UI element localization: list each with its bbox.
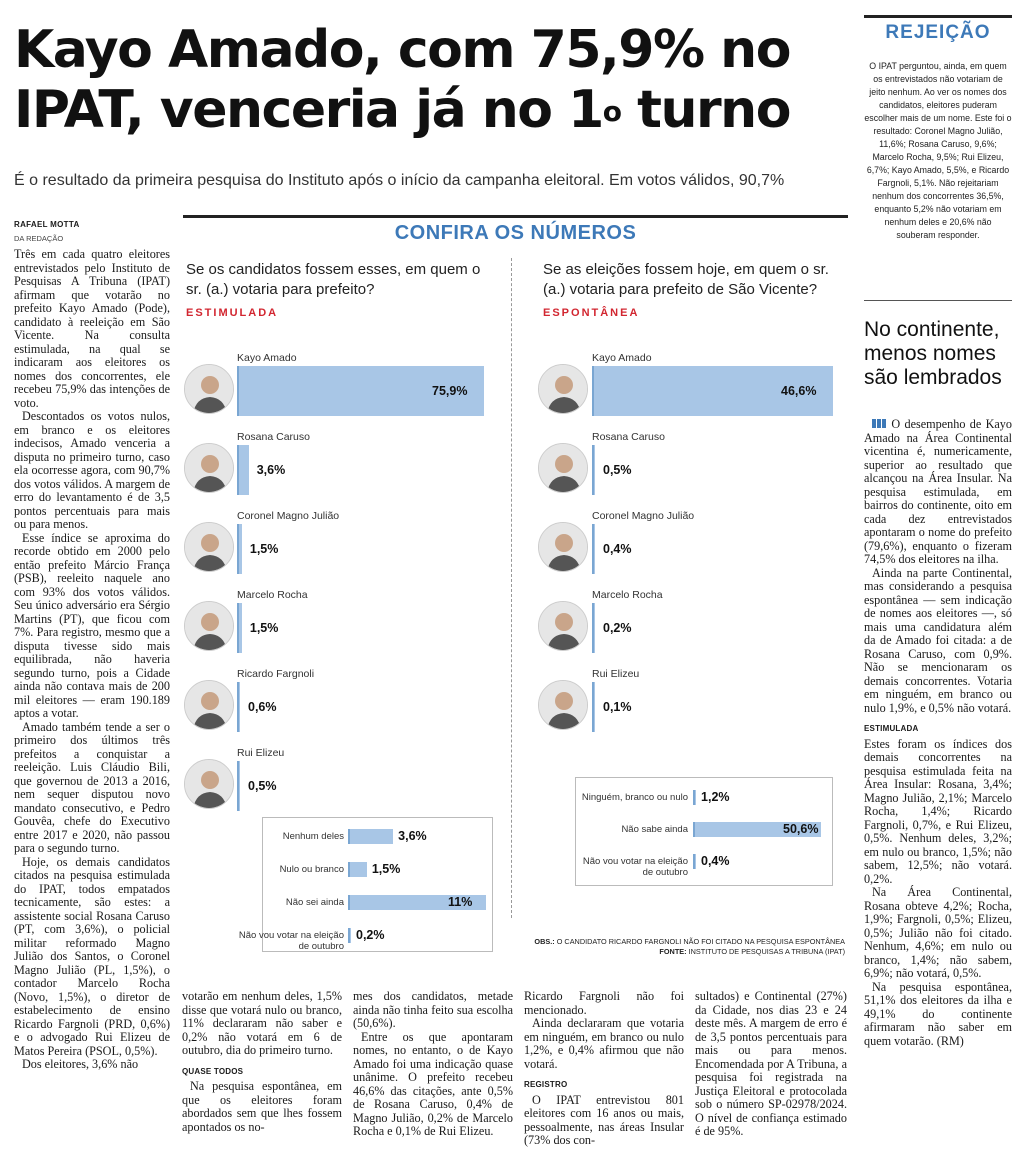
rejection-text: O IPAT perguntou, ainda, em quem os entrevistados não votariam de jeito nenhum. Ao ver os nomes dos candidatos, eleitores puderam escolher mais de um nome. Este foi o resultado: Coronel Magno Julião, 11,6%; Rosana Caruso, 9,6%; Marcelo Rocha, 9,5%; Rui Elizeu, 6,7%; Kayo Amado, 5,5%, e Ricardo Fargnoli, 5,1%. Não rejeitariam nenhum dos concorrentes 36,5%, enquanto 5,2% não votariam em nenhum deles e 20,6% não souberam responder. [864,61,1012,240]
bar [592,682,595,732]
candidate-name: Kayo Amado [592,352,652,364]
bar-value-label: 0,2% [356,928,385,942]
sidebar-column [864,418,1012,1168]
candidate-name: Rosana Caruso [592,431,665,443]
option-label: Não vou votar na eleição de outubro [582,856,688,878]
candidate-photo-icon [538,522,588,572]
spontaneous-label: ESPONTÂNEA [543,307,640,319]
candidate-name: Rui Elizeu [237,747,285,759]
paragraph: Estes foram os índices dos demais concorrentes na pesquisa estimulada feita na Área Insular: Rosana, 3,4%; Magno Julião, 2,1%; Marcelo Rocha, 1,4%; Ricardo Fargnoli, 0,7%, e Rui Elizeu, 0,5%. Nenhum deles, 3,2%; em nulo ou branco, 1,5%; não sabem, 12,5%; não votará. 0,2%. [864,736,1012,886]
rejection-rule [864,15,1012,18]
sidebar-rule [864,300,1012,301]
option-label: Não vou votar na eleição de outubro [238,930,344,952]
bar-value-label: 0,5% [603,463,632,477]
paragraph: Dos eleitores, 3,6% não [22,1057,139,1071]
bar [693,854,696,869]
candidate-name: Rui Elizeu [592,668,640,680]
bar-value-label: 3,6% [256,463,286,477]
paragraph: Entre os que apontaram nomes, no entanto, o de Kayo Amado foi uma indicação quase unânime. O prefeito recebeu 46,6% das citações, ante 0,5% de Rosana Caruso, 0,4% de Magno Julião, 0,2% de Marcelo Rocha e 0,1% de Rui Elizeu. [353,1029,513,1138]
article-column-b [182,990,342,1165]
chart-divider [511,258,512,918]
paragraph: Na pesquisa espontânea, 51,1% dos eleitores da ilha e 49,1% do continente afirmaram não saber em quem votarão. (RM) [864,979,1012,1048]
paragraph: Três em cada quatro eleitores entrevistados pelo Instituto de Pesquisas A Tribuna (IPAT) afirmam que votarão no prefeito Kayo Amado (Pode), candidato à reeleição em São Vicente. Na consulta estimulada, na qual se indicaram aos eleitores os nomes dos concorrentes, ele recebeu 75,9% das intenções de voto. [14,248,170,410]
candidate-name: Coronel Magno Julião [592,510,695,522]
candidate-name: Rosana Caruso [237,431,310,443]
bar [237,524,242,574]
bar-value-label: 75,9% [432,384,468,398]
source-label: FONTE: [659,947,687,956]
source-text: INSTITUTO DE PESQUISAS A TRIBUNA (IPAT) [688,947,845,956]
bar-value-label: 11% [448,895,473,909]
bar-value-label: 0,4% [603,542,632,556]
bar-value-label: 0,6% [248,700,277,714]
paragraph: Na pesquisa espontânea, em que os eleitores foram abordados sem que lhes fossem apontados os no- [182,1079,342,1134]
bar [592,524,595,574]
candidate-photo-icon [184,522,234,572]
paragraph: Amado também tende a ser o primeiro dos últimos três prefeitos a conquistar a reeleição. Luis Cláudio Bili, que governou de 2013 a 2016, nem sequer disputou novo mandato consecutivo, e Pedro Gouvêa, chefe do Executivo entre 2017 e 2020, não passou para o segundo turno. [14,719,170,855]
headline-line-2: IPAT, venceria já no 1 [14,80,603,140]
bar-value-label: 0,5% [248,779,277,793]
byline-author: RAFAEL MOTTA [14,220,80,229]
spontaneous-question: Se as eleições fossem hoje, em quem o sr. (a.) votaria para prefeito de São Vicente? [543,261,829,298]
bar-value-label: 50,6% [783,822,819,836]
bar [592,603,595,653]
option-label: Nulo ou branco [279,864,344,875]
candidate-photo-icon [184,364,234,414]
headline-line-2-end: turno [620,80,790,140]
paragraph: Na Área Continental, Rosana obteve 4,2%; Rocha, 1,9%; Fargnoli, 0,5%; Elizeu, 0,5%; Julião não foi citado. Nenhum, 4,6%; em nulo ou branco, 1,4%; não sabem, 6,9%; não votará, 0,5%. [864,885,1012,980]
obs-label: OBS.: [534,937,555,946]
byline-org: DA REDAÇÃO [14,234,64,243]
candidate-name: Coronel Magno Julião [237,510,340,522]
bar [348,862,367,877]
candidate-name: Marcelo Rocha [237,589,308,601]
paragraph: Esse índice se aproxima do recorde obtido em 2000 pelo então prefeito Márcio França (PSB), reeleito naquele ano com 93% dos votos válidos. Seu único adversário era Sérgio Martins (PT), que ficou com 7%. Para registro, mesmo que a disputa tivesse sido mais equilibrada, não haveria segundo turno, pois a Cidade ainda não contava mais de 200 mil eleitores — eram 190.189 aptos a votar. [14,530,170,720]
article-column-d [524,990,684,1165]
section-heading: ESTIMULADA [864,724,919,733]
stimulated-question: Se os candidatos fossem esses, em quem o sr. (a.) votaria para prefeito? [186,261,481,298]
bar [693,790,696,805]
obs-text: O CANDIDATO RICARDO FARGNOLI NÃO FOI CITADO NA PESQUISA ESPONTÂNEA [556,937,845,946]
candidate-name: Ricardo Fargnoli [237,668,315,680]
bar [237,761,240,811]
candidate-photo-icon [538,601,588,651]
bar-value-label: 1,2% [701,790,730,804]
chart-top-rule [183,215,848,218]
paragraph: O IPAT entrevistou 801 eleitores com 16 anos ou mais, pessoalmente, nas áreas Insular (73% dos con- [524,1092,684,1147]
option-label: Ninguém, branco ou nulo [581,792,688,803]
paragraph: Ainda na parte Continental, mas considerando a pesquisa espontânea — sem indicação de nomes aos eleitores —, só mais uma candidatura além da de Amado foi citada: a de Rosana Caruso, com 0,9%. Não se mencionaram os demais concorrentes. Votaria em ninguém, em branco ou nulo 1,9%, e 0,5% não votará. [864,565,1012,715]
option-label: Nenhum deles [282,831,344,842]
chart-title: CONFIRA OS NÚMEROS [394,222,637,244]
option-label: Não sabe ainda [621,824,688,835]
bar-value-label: 0,4% [701,854,730,868]
candidate-photo-icon [538,364,588,414]
stimulated-label: ESTIMULADA [186,307,279,319]
candidate-photo-icon [538,443,588,493]
paragraph: sultados) e Continental (27%) da Cidade, nos dias 23 e 24 deste mês. A margem de erro é de 3,5 pontos percentuais para mais ou para menos. Encomendada por A Tribuna, a pesquisa foi registrada na Justiça Eleitoral e protocolada sob o número SP-02978/2024. O nível de confiança estimado é de 95%. [695,990,847,1138]
bar [348,829,393,844]
candidate-photo-icon [184,759,234,809]
rejection-title: REJEIÇÃO [885,22,991,43]
article-column-e [695,990,847,1165]
paragraph [864,418,1012,567]
paragraph: Ainda declararam que votaria em ninguém, em branco ou nulo 1,2%, e 0,4% afirmou que não votará. [524,1016,684,1071]
headline-line-1: Kayo Amado, com 75,9% no [14,20,790,80]
bar-value-label: 3,6% [398,829,427,843]
subtitle: É o resultado da primeira pesquisa do Instituto após o início da campanha eleitoral. Em votos válidos, 90,7% [14,172,785,189]
headline [14,20,854,140]
candidate-name: Kayo Amado [237,352,297,364]
bar-value-label: 1,5% [249,621,279,635]
candidate-photo-icon [184,680,234,730]
option-label: Não sei ainda [285,897,344,908]
section-heading: QUASE TODOS [182,1066,244,1076]
section-heading: REGISTRO [524,1080,568,1089]
bar-value-label: 1,5% [371,862,401,876]
bar-value-label: 1,5% [249,542,279,556]
paragraph: mes dos candidatos, metade ainda não tinha feito sua escolha (50,6%). [353,990,513,1030]
bar [592,445,595,495]
candidate-photo-icon [538,680,588,730]
bar-value-label: 46,6% [781,384,817,398]
paragraph: votarão em nenhum deles, 1,5% disse que votará nulo ou branco, 11% declararam não saber e 0,2% não votará em 6 de outubro, dia do primeiro turno. [182,990,342,1057]
lead-squares-icon [872,418,891,431]
candidate-name: Marcelo Rocha [592,589,663,601]
bar [237,445,249,495]
bar-value-label: 0,2% [603,621,632,635]
headline-ordinal: o [602,95,621,128]
bar [348,928,351,943]
candidate-photo-icon [184,601,234,651]
paragraph-text: O desempenho de Kayo Amado na Área Continental vicentina é, numericamente, superior ao resultado que alcançou na Área Insular. Na pesquisa estimulada, em bairros do continente, oito em cada dez entrevistados apontaram o nome do prefeito (79,6%), enquanto o fizeram 74,5% dos eleitores na ilha. [864,418,1012,566]
sidebar-title: No continente, menos nomes são lembrados [864,318,1002,389]
article-column-left [14,248,170,1163]
bar [237,603,242,653]
paragraph: Ricardo Fargnoli não foi mencionado. [524,990,684,1017]
candidate-photo-icon [184,443,234,493]
bar-value-label: 0,1% [603,700,632,714]
paragraph: Descontados os votos nulos, em branco e os eleitores indecisos, Amado venceria a disputa no primeiro turno, caso ela ocorresse agora, com 90,7% dos votos válidos. A margem de erro do levantamento é de 3,5 pontos percentuais para mais ou para menos. [14,409,170,531]
article-column-c [353,990,513,1165]
bar [237,682,240,732]
paragraph: Hoje, os demais candidatos citados na pesquisa estimulada do IPAT, todos empatados tecnicamente, são estes: a assistente social Rosana Caruso (PT, com 3,6%), o policial militar reformado Magno Julião dos Santos, o Coronel Magno Julião (PL, 1,5%), o contador Marcelo Rocha (Novo, 1,5%), o diretor de estabelecimento de ensino Ricardo Fargnoli (PRD, 0,6%) e o advogado Rui Elizeu de Matos Pereira (PSOL, 0,5%). [14,854,170,1058]
chart-footnote [520,937,845,957]
